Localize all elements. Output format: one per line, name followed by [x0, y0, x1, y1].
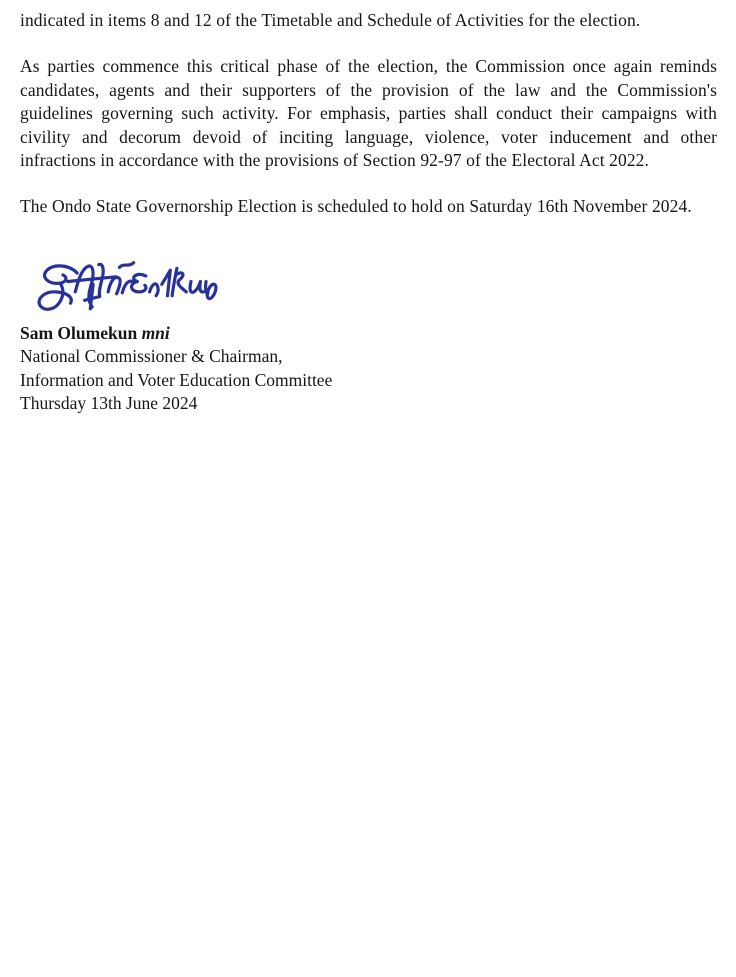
document-date: Thursday 13th June 2024 [20, 393, 198, 414]
signature-block [20, 322, 717, 416]
signatory-role: National Commissioner & Chairman, [20, 346, 283, 367]
paragraph-campaign-guidelines: As parties commence this critical phase of the election, the Commission once again reminds candidates, agents and their supporters of the provision of the law and the Commission's guidelines governing such activity. For emphasis, parties shall conduct their campaigns with civility and decorum devoid of inciting language, violence, voter inducement and other infractions in accordance with the provisions of Section 92-97 of the Electoral Act 2022. [20, 56, 717, 171]
signatory-name-text: Sam Olumekun [20, 322, 138, 343]
signatory-suffix: mni [141, 322, 170, 343]
signature-image [12, 242, 242, 322]
paragraph-continuation: indicated in items 8 and 12 of the Timetable and Schedule of Activities for the election. [20, 10, 641, 30]
paragraph-election-date: The Ondo State Governorship Election is scheduled to hold on Saturday 16th November 2024. [20, 196, 692, 217]
signature-ink-svg [12, 242, 242, 322]
signatory-name [20, 322, 717, 345]
signatory-committee: Information and Voter Education Committee [20, 369, 333, 390]
